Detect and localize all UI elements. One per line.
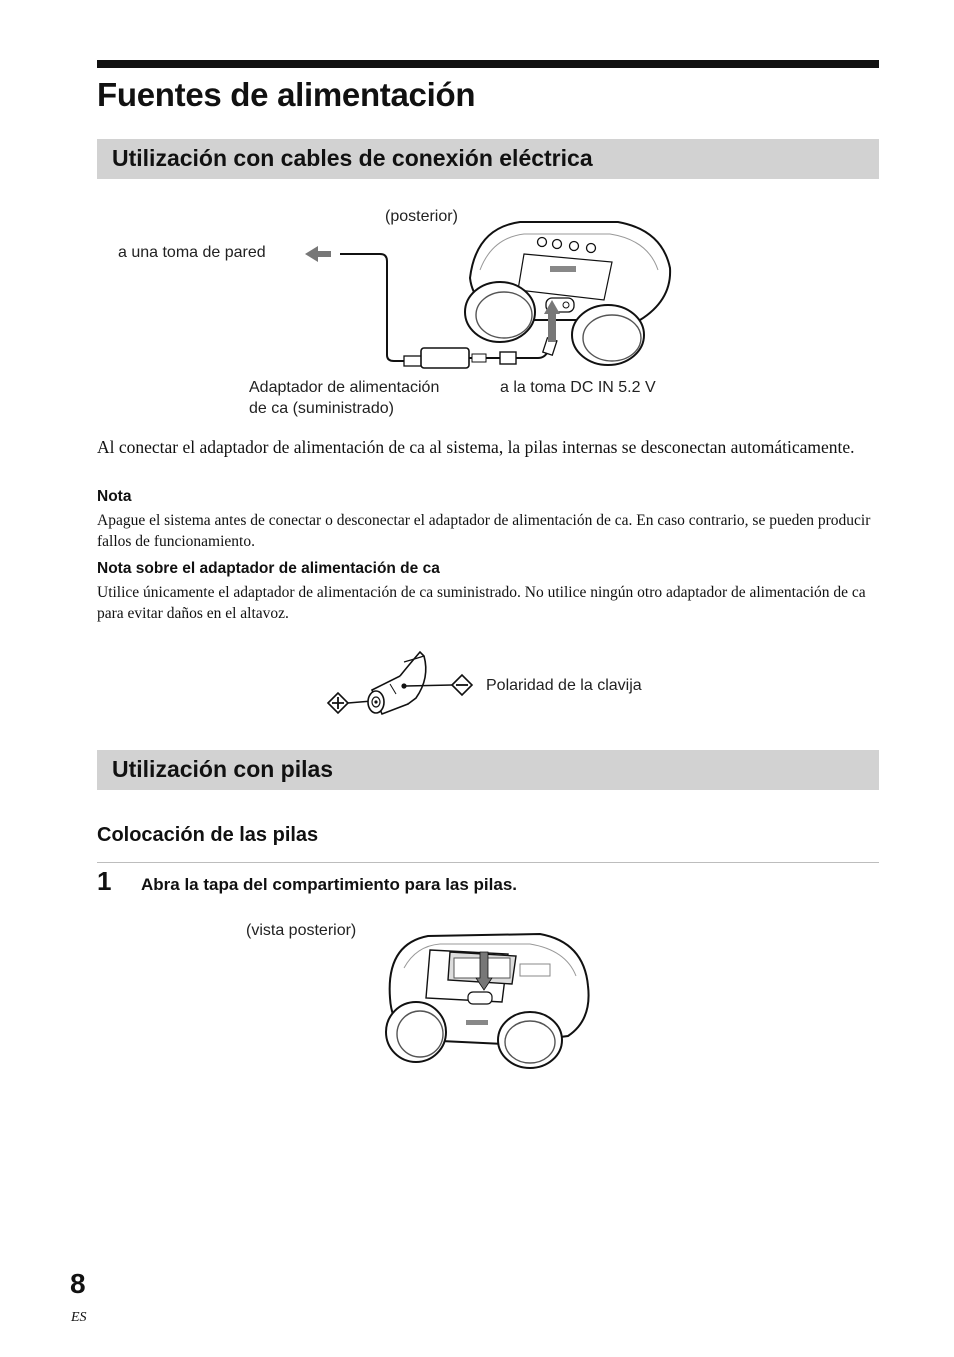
page-title: Fuentes de alimentación	[97, 76, 476, 113]
wall-outlet-label: a una toma de pared	[118, 244, 266, 261]
adapter-label-line1: Adaptador de alimentación	[249, 379, 440, 396]
wall-arrow-icon	[305, 246, 331, 262]
section-heading-batteries	[97, 750, 879, 790]
minus-icon	[452, 675, 472, 695]
section-heading-text: Utilización con cables de conexión eléctrica	[112, 145, 593, 171]
battery-compartment-illustration	[380, 928, 594, 1074]
rear-view-label: (vista posterior)	[246, 922, 357, 939]
page-number: 8	[70, 1268, 86, 1299]
plus-icon	[328, 693, 348, 713]
note-heading: Nota	[97, 488, 132, 505]
subheading-rule	[97, 862, 879, 863]
step-text: Abra la tapa del compartimiento para las pilas.	[141, 875, 518, 894]
polarity-label: Polaridad de la clavija	[486, 677, 642, 694]
adapter-label-line2: de ca (suministrado)	[249, 400, 394, 417]
page-language: ES	[71, 1310, 87, 1325]
adapter-note-heading: Nota sobre el adaptador de alimentación de ca	[97, 560, 440, 577]
section-heading-text: Utilización con pilas	[112, 756, 334, 782]
rear-label: (posterior)	[385, 208, 458, 225]
plug-polarity-illustration	[320, 648, 480, 720]
ac-adapter-paragraph: Al conectar el adaptador de alimentación de ca al sistema, la pilas internas se desconectan automáticamente.	[97, 437, 855, 457]
adapter-note-text: Utilice únicamente el adaptador de alimentación de ca suministrado. No utilice ningún otro adaptador de alimentación de ca para evitar daños en el altavoz.	[97, 584, 866, 622]
battery-install-subheading: Colocación de las pilas	[97, 824, 319, 846]
note-text: Apague el sistema antes de conectar o desconectar el adaptador de alimentación de ca. En caso contrario, se pueden producir fallos de funcionamiento.	[97, 512, 871, 550]
ac-adapter-connection-illustration	[0, 0, 954, 440]
step-number: 1	[97, 866, 112, 896]
dc-jack-label: a la toma DC IN 5.2 V	[500, 379, 656, 396]
